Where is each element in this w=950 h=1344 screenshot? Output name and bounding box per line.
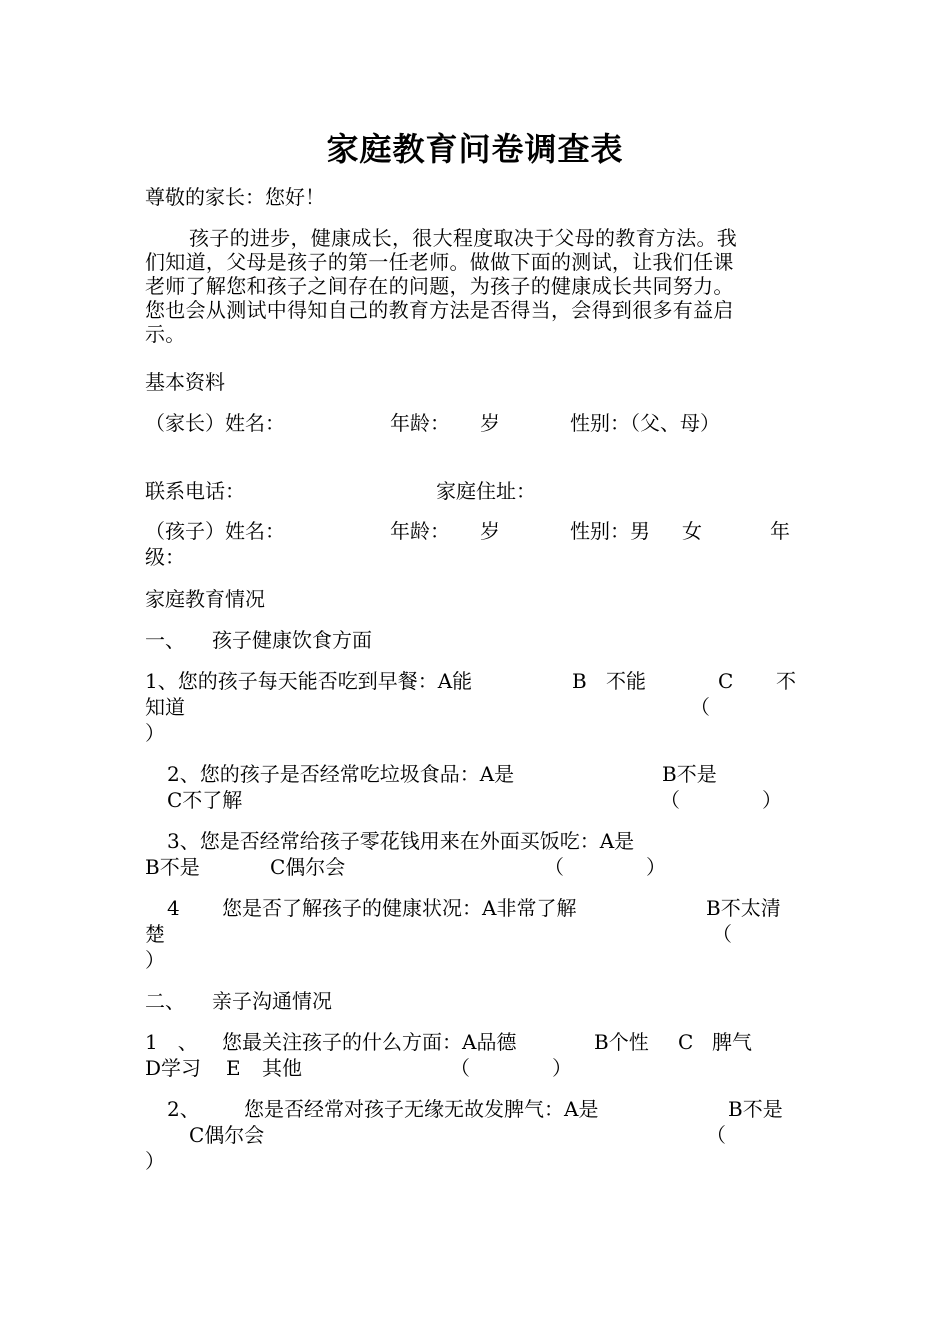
s2-q2-answer-open: （	[706, 1123, 726, 1147]
s2-q2-answer-close: ）	[145, 1149, 165, 1173]
s1-q4-cont: 楚	[145, 922, 165, 946]
grade-label-a: 年	[770, 519, 790, 543]
s2-q1-option-b: B个性	[594, 1030, 649, 1054]
s2-q1-option-c: C	[678, 1030, 694, 1054]
s1-q1-answer-close: ）	[145, 721, 165, 745]
phone-label: 联系电话：	[145, 479, 245, 503]
s2-q1-option-c-text: 脾气	[712, 1030, 752, 1054]
child-age-label: 年龄：	[390, 519, 450, 543]
child-age-unit: 岁	[480, 519, 500, 543]
s1-q1-cont: 知道	[145, 695, 185, 719]
s1-q1-text: 1、您的孩子每天能否吃到早餐：A能	[145, 669, 473, 693]
s2-q1-number: 1 、	[145, 1030, 198, 1054]
s1-q2-text: 2、您的孩子是否经常吃垃圾食品：A是	[167, 762, 515, 786]
s2-q1-option-d: D学习	[145, 1056, 202, 1080]
s1-q1-option-b-text: 不能	[606, 669, 646, 693]
intro-line: 老师了解您和孩子之间存在的问题，为孩子的健康成长共同努力。	[145, 274, 734, 298]
s1-q4-text: 您是否了解孩子的健康状况：A非常了解	[222, 896, 577, 920]
s1-q4-option-b: B不太清	[706, 896, 781, 920]
s1-q1-option-b: B	[572, 669, 587, 693]
s1-q4-number: 4	[167, 896, 180, 920]
intro-line: 示。	[145, 322, 186, 346]
intro-line: 们知道，父母是孩子的第一任老师。做做下面的测试，让我们任课	[145, 250, 734, 274]
s2-q1-option-e: E	[226, 1056, 241, 1080]
s2-q1-text: 您最关注孩子的什么方面：A品德	[222, 1030, 517, 1054]
s1-q4-answer-close: ）	[145, 948, 165, 972]
address-label: 家庭住址：	[436, 479, 536, 503]
intro-line: 您也会从测试中得知自己的教育方法是否得当，会得到很多有益启	[145, 298, 734, 322]
section1-title: 孩子健康饮食方面	[212, 628, 372, 652]
s1-q2-answer-close: ）	[762, 788, 782, 812]
page-title: 家庭教育问卷调查表	[326, 130, 624, 168]
s1-q3-option-b: B不是	[145, 855, 200, 879]
child-gender-female: 女	[682, 519, 702, 543]
child-gender-label: 性别：男	[570, 519, 650, 543]
s1-q2-option-c: C不了解	[167, 788, 243, 812]
s2-q2-number: 2、	[167, 1097, 200, 1121]
grade-label-b: 级：	[145, 545, 185, 569]
s1-q2-option-b: B不是	[662, 762, 717, 786]
s1-q3-option-c: C偶尔会	[270, 855, 346, 879]
parent-name-label: （家长）姓名：	[145, 411, 285, 435]
basic-info-heading: 基本资料	[145, 370, 225, 394]
s2-q1-answer-close: ）	[552, 1056, 572, 1080]
s2-q1-answer-open: （	[450, 1056, 470, 1080]
intro-line: 孩子的进步，健康成长，很大程度取决于父母的教育方法。我	[189, 226, 738, 250]
s2-q2-option-b: B不是	[728, 1097, 783, 1121]
s1-q3-text: 3、您是否经常给孩子零花钱用来在外面买饭吃：A是	[167, 829, 635, 853]
s1-q2-answer-open: （	[660, 788, 680, 812]
parent-gender-label: 性别：（父、母）	[570, 411, 720, 435]
s2-q2-option-c: C偶尔会	[189, 1123, 265, 1147]
s1-q1-option-c-text: 不	[776, 669, 796, 693]
s1-q1-option-c: C	[718, 669, 734, 693]
parent-age-label: 年龄：	[390, 411, 450, 435]
s2-q1-option-e-text: 其他	[262, 1056, 302, 1080]
s1-q3-answer-close: ）	[646, 855, 666, 879]
s2-q2-text: 您是否经常对孩子无缘无故发脾气：A是	[244, 1097, 599, 1121]
section2-title: 亲子沟通情况	[212, 989, 332, 1013]
s1-q4-answer-open: （	[712, 922, 732, 946]
section2-number: 二、	[145, 989, 185, 1013]
child-name-label: （孩子）姓名：	[145, 519, 285, 543]
greeting: 尊敬的家长：您好！	[145, 185, 325, 209]
s1-q1-answer-open: （	[690, 695, 710, 719]
education-heading: 家庭教育情况	[145, 587, 265, 611]
intro-paragraph	[145, 226, 805, 346]
s1-q3-answer-open: （	[544, 855, 564, 879]
section1-number: 一、	[145, 628, 185, 652]
parent-age-unit: 岁	[480, 411, 500, 435]
